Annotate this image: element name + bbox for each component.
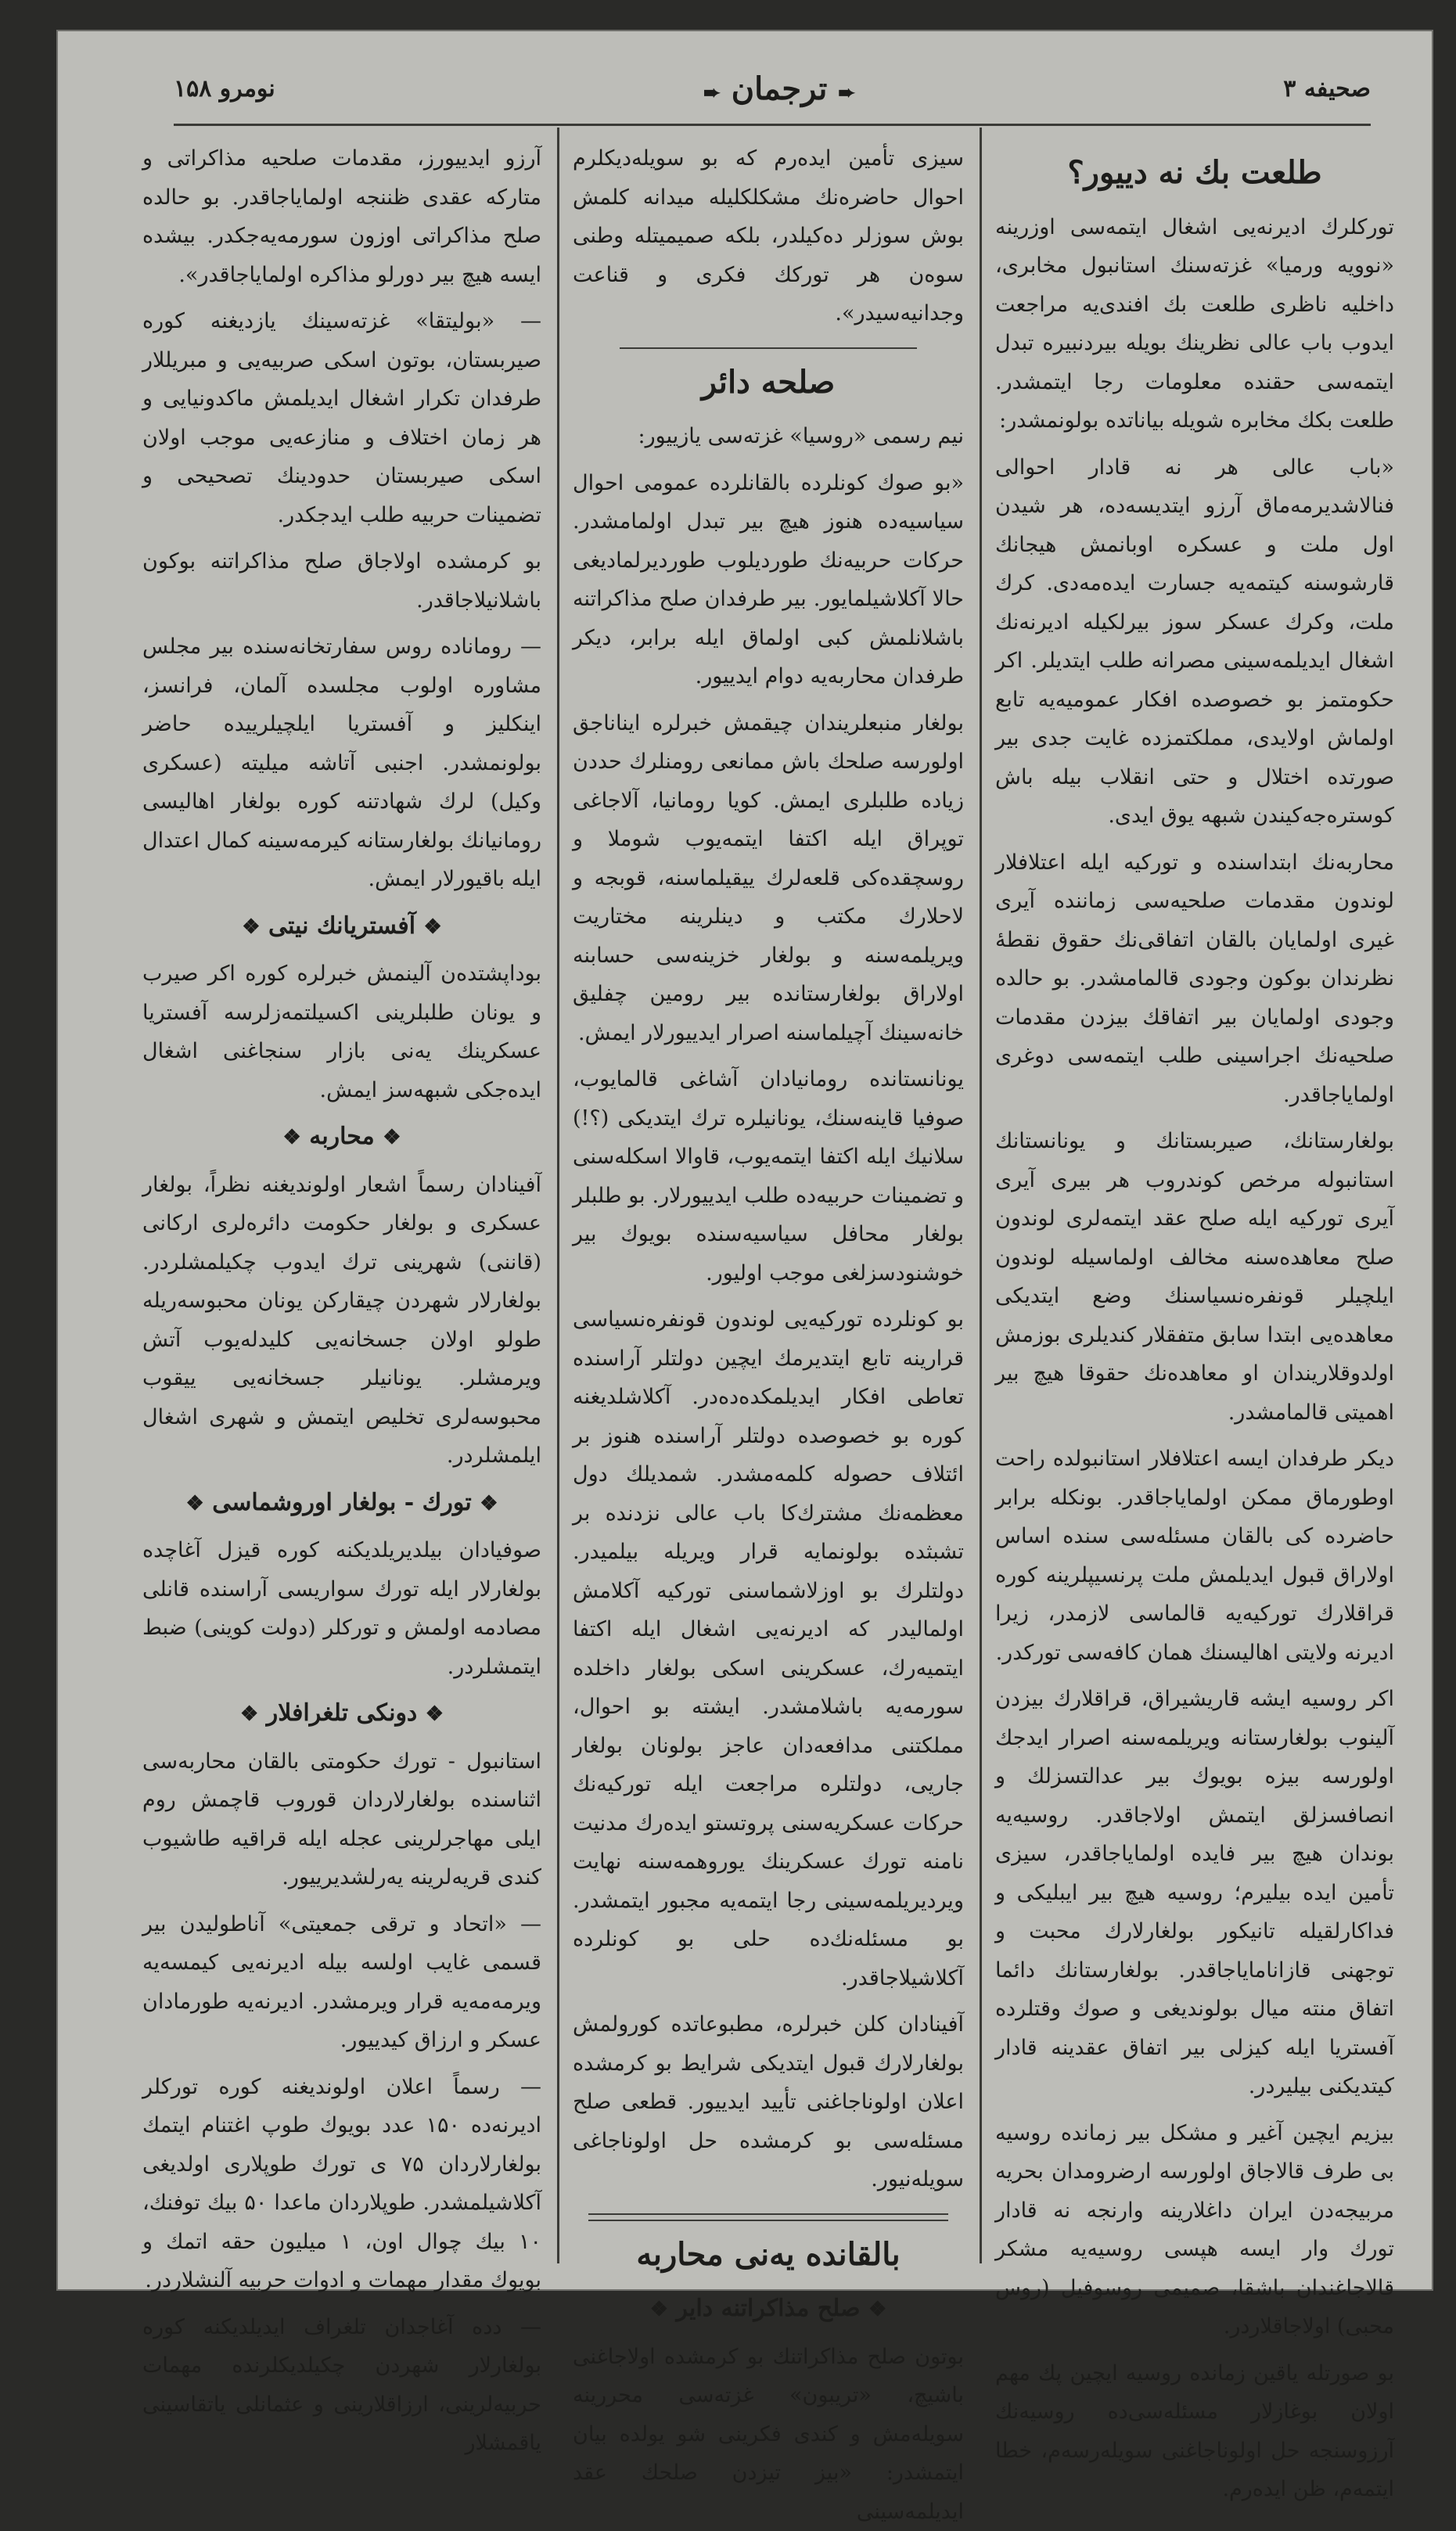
paragraph: توركلرك ادیرنه‌یی اشغال ایتمه‌سی اوزرینه «نوویه ورمیا» غزته‌سنك استانبول مخابری، داخلیه ناظری طلعت بك افندی‌یه مراجعت ایدوب باب عالی نظرینك بویله بیردنبیره تبدل ایتمه‌سی حقنده معلومات رجا ایتمشدر. طلعت بكك مخابره شویله بیاناتده بولونمشدر: xyxy=(995,208,1394,440)
paragraph: دیكر طرفدان ایسه اعتلافلار استانبولده راحت اوطورماق ممكن اولمایاجاقدر. بونكله برابر حاضرده كی بالقان مسئله‌سی سنده اساس اولاراق قبول ایدیلمش ملت پرنسیپلرینه كوره قراقلارك توركیه‌یه قالماسی لازمدر، زیرا ادیرنه ولایتی اهالیسنك همان كافه‌سی توركدر. xyxy=(995,1440,1394,1672)
ornament: ❖ xyxy=(650,2298,668,2321)
issue-number: نومرو ۱۵۸ xyxy=(174,75,275,102)
masthead xyxy=(174,53,1371,126)
title-ornament-left: ➨ xyxy=(838,81,855,105)
column-left xyxy=(142,139,541,2260)
paragraph: — «بولیتقا» غزته‌سینك یازدیغنه كوره صیربستان، بوتون اسكی صربیه‌یی و مبریللار طرفدان تكرار اشغال ایدیلمش ماكدونیایی و هر زمان اختلاف و منازعه‌یی موجب اولان اسكی صیربستان حدودینك تصحیحی و تضمینات حربیه طلب ایدجكدر. xyxy=(142,302,541,534)
ornament: ❖ xyxy=(240,1702,258,1726)
ornament: ❖ xyxy=(868,2298,886,2321)
page-number: صحیفه ۳ xyxy=(1283,75,1371,102)
section-subhead: ❖ صلح مذاكراتنه دایر ❖ xyxy=(573,2289,964,2330)
paragraph: آرزو ایدییورز، مقدمات صلحیه مذاكراتی و متاركه عقدی ظننجه اولمایاجاقدر. بو حالده صلح مذاكراتی اوزون سورمه‌یه‌جكدر. بیشده ایسه هیچ بیر دورلو مذاكره اولمایاجاقدر». xyxy=(142,139,541,294)
paragraph: — «اتحاد و ترقی جمعیتی» آناطولیدن بیر قسمی غایب اولسه بیله ادیرنه‌یی كیمسه‌یه ویرمه‌مه‌یه قرار ویرمشدر. ادیرنه‌یه طورمادان عسكر و ارزاق كیدییور. xyxy=(142,1905,541,2060)
section-subhead: ❖ دونكی تلغرافلار ❖ xyxy=(142,1694,541,1735)
paragraph: استانبول - تورك حكومتی بالقان محاربه‌سی اثناسنده بولغارلاردان قوروب قاچمش روم ایلی مهاجرلرینی عجله ایله قراقیه طاشیوب كندی قریه‌لرینه یه‌رلشدیرییور. xyxy=(142,1742,541,1897)
ornament: ❖ xyxy=(383,1126,401,1149)
paragraph: آفینادان رسماً اشعار اولوندیغنه نظراً، بولغار عسكری و بولغار حكومت دائره‌لری اركانی (قاننی) شهرینی ترك ایدوب چكیلمشلردر. بولغارلار شهردن چیقاركن یونان محبوسه‌ریله طولو اولان جسخانه‌یی كلیدله‌یوب آتش ویرمشلر. یونانیلر جسخانه‌یی ییقوب محبوسه‌لری تخلیص ایتمش و شهری اشغال ایلمشلردر. xyxy=(142,1166,541,1476)
paragraph: بو كونلرده توركیه‌یی لوندون قونفره‌نسیاسی قرارینه تابع ایتدیرمك ایچین دولتلر آراسنده تعاطی افكار ایدیلمكده‌ده‌در. آكلاشلدیغنه كوره بو خصوصده دولتلر آراسنده هنوز بر ائتلاف حصوله كلمه‌مشدر. شمدیلك دول معظمه‌نك مشترك‌كا باب عالی نزدنده بر تشبثده بولونمایه قرار ویریله بیلمیدر. دولتلرك بو اوزلاشماسنی توركیه آكلامش اولمالیدر كه ادیرنه‌یی اشغال ایله اكتفا ایتمیه‌رك، عسكرینی اسكی بولغار داخلده سورمه‌یه باشلامشدر. ایشته بو احوال، مملكتنی مدافعه‌دان عاجز بولونان بولغار جاریی، دولتلره مراجعت ایله توركیه‌نك حركات عسكریه‌سنی پروتستو ایده‌رك مدنیت نامنه تورك عسكرینك یوروهمه‌سنه نهایت ویردیریلمه‌سینی رجا ایتمه‌یه مجبور ایتمشدر. بو مسئله‌نك‌ده حلی بو كونلرده آكلاشیلاجاقدر. xyxy=(573,1300,964,1997)
ornament: ❖ xyxy=(426,1702,444,1726)
paragraph: «باب عالی هر نه قادار احوالی فنالاشدیرمه‌ماق آرزو ایتدیسه‌ده، هر شیدن اول ملت و عسكره اوبانمش هیجانك قارشوسنه كیتمه‌یه جسارت ایده‌مه‌دی. كرك ملت، وكرك عسكر سوز بیرلكیله ادیرنه‌نك اشغال ایدیلمه‌سینی مصرانه طلب ایتدیلر. اكر حكومتمز بو خصوصده افكار عمومیه‌یه تابع اولماش اولایدی، مملكتمزده غایت جدی بیر صورتده اختلال و حتی انقلاب بیله باش كوستره‌جه‌كیندن شبهه یوق ایدی. xyxy=(995,448,1394,836)
title-ornament-right: ➨ xyxy=(703,81,721,105)
section-subhead: ❖ آفستریانك نیتی ❖ xyxy=(142,907,541,947)
paragraph: بیزیم ایچین آغیر و مشكل بیر زمانده روسیه بی طرف قالاجاق اولورسه ارضرومدان بحریه مربیجه‌دن ایران داغلارینه وارنجه نه قادار تورك وار ایسه هپسی روسیه‌یه مشكر قالاجاغندان باشقا، صمیمی روسوفیل (روس محبی) اولاجاقلاردر. xyxy=(995,2114,1394,2346)
paragraph: بوتون صلح مذاكراتنك بو كرمشده اولاجاغنی باشیچ، «تریبون» غزته‌سی محررینه سویله‌مش و كندی فكرینی شو یولده بیان ایتمشدر: «بیز تیزدن صلحك عقد ایدیلمه‌سینی xyxy=(573,2338,964,2531)
paragraph: بولغار منبعلریندان چیقمش خبرلره ایناناجق اولورسه صلحك باش ممانعی رومنلرك حددن زیاده طلبلری ایمش. كویا رومانیا، آلاجاغی توپراق ایله اكتفا ایتمه‌یوب شوملا و روسچقده‌كی قلعه‌لرك ییقیلماسنه، قوبجه و لاحلارك مكتب و دینلرینه مختاریت ویریلمه‌سنه و بولغار خزینه‌سی حسابنه اولاراق بولغارستانده بیر رومین چفلیق خانه‌سینك آچیلماسنه اصرار ایدییورلار ایمش. xyxy=(573,704,964,1053)
divider xyxy=(620,347,917,349)
article-headline: طلعت بك نه دییور؟ xyxy=(995,153,1394,192)
article-headline: صلحه دائر xyxy=(573,363,964,402)
column-middle xyxy=(573,139,964,2260)
article-headline: بالقانده یه‌نی محاربه xyxy=(573,2235,964,2274)
ornament: ❖ xyxy=(185,1492,203,1515)
paragraph: نیم رسمی «روسیا» غزته‌سی یازییور: xyxy=(573,417,964,456)
paragraph: بو صورتله یاقین زمانده روسیه ایچین پك مهم اولان بوغازلار مسئله‌سی‌ده روسیه‌نك آرزوسنجه حل اولوناجاغنی سویله‌رسه‌م، خطا ایتمه‌م، ظن ایده‌رم. xyxy=(995,2354,1394,2509)
column-rule xyxy=(557,128,559,2263)
paragraph: صوفیادان بیلدیریلدیكنه كوره قیزل آغاچده بولغارلار ایله تورك سواریسی آراسنده قانلی مصادمه اولمش و توركلر (دولت كوینی) ضبط ایتمشلردر. xyxy=(142,1531,541,1686)
newspaper-page xyxy=(56,30,1433,2291)
paragraph: — دده آغاجدان تلغراف ایدیلدیكنه كوره بولغارلار شهردن چكیلدیكلرنده مهمات حربیه‌لرینی، ارزاقلارینی و عثمانلی یاتقاسینی یاقمشلار xyxy=(142,2308,541,2463)
paragraph: اكر روسیه ایشه قاریشیراق، قراقلارك بیزدن آلینوب بولغارستانه ویریلمه‌سنه اصرار ایدجك اولورسه بیزه بویوك بیر عدالتسزلك و انصافسزلق ایتمش اولاجاقدر. روسیه‌یه بوندان هیچ بیر فایده اولمایاجاقدر، سیزی تأمین ایده بیلیرم؛ روسیه هیچ بیر ایبلیكی و فداكارلقیله تانیكور بولغارلارك محبت و توجهنی قازانامایاجاقدر. بولغارستانك دائما اتفاق منته میال بولوندیغی و صوك وقتلرده آفستریا ایله كیزلی بیر اتفاق عقدینه قادار كیتدیكنی بیلیردر. xyxy=(995,1680,1394,2106)
newspaper-title: ➨ ترجمان ➨ xyxy=(703,70,855,107)
paragraph: «بو صوك كونلرده بالقانلرده عمومی احوال سیاسیه‌ده هنوز هیچ بیر تبدل اولمامشدر. حركات حربیه‌نك طوردیلوب طوردیرلمادیغی حالا آكلاشیلمایور. بیر طرفدان صلح مذاكراتنه باشلانلمش كبی اولماق ایله برابر، دیكر طرفدان محاربه‌یه دوام ایدییور. xyxy=(573,464,964,696)
ornament: ❖ xyxy=(282,1126,300,1149)
section-subhead: ❖ محاربه ❖ xyxy=(142,1117,541,1158)
divider xyxy=(588,2213,948,2221)
paragraph: یونانستانده رومانیادان آشاغی قالمایوب، صوفیا قاینه‌سنك، یونانیلره ترك ایتدیكی (؟!) سلانیك ایله اكتفا ایتمه‌یوب، قاوالا اسكله‌سنی و تضمینات حربیه‌ده طلب ایدییورلار. بو طلبلر بولغار محافل سیاسیه‌سنده بویوك بیر خوشنودسزلغی موجب اولیور. xyxy=(573,1060,964,1292)
paragraph: بولغارستانك، صیربستانك و یونانستانك استانبوله مرخص كوندروب هر بیری آیری آیری توركیه ایله صلح عقد ایتمه‌لری لوندون صلح معاهده‌سنه مخالف اولماسیله لوندون ایلچیلر قونفره‌نسیاسنك وضع ایتدیكی معاهده‌یی ابتدا سابق متفقلار كندیلری بوزمش اولدوقلاریندان او معاهده‌نك حقوقا هیچ بیر اهمیتی قالمامشدر. xyxy=(995,1122,1394,1432)
paragraph: بوداپشتده‌ن آلینمش خبرلره كوره اكر صیرب و یونان طلبلرینی اكسیلتمه‌زلرسه آفستریا عسكرینك یه‌نی بازار سنجاغنی اشغال ایده‌جكی شبهه‌سز ایمش. xyxy=(142,955,541,1109)
paragraph: — روماناده روس سفارتخانه‌سنده بیر مجلس مشاوره اولوب مجلسده آلمان، فرانسز، اینكلیز و آفستریا ایلچیلرییده حاضر بولونمشدر. اجنبی آتاشه میلیته (عسكری وكیل) لرك شهادتنه كوره بولغار اهالیسی رومانیانك بولغارستانه كیرمه‌سینه كمال اعتدال ایله باقیورلار ایمش. xyxy=(142,627,541,899)
column-right xyxy=(995,139,1394,2260)
ornament: ❖ xyxy=(423,915,441,939)
paragraph: بو كرمشده اولاجاق صلح مذاكراتنه بوكون باشلانیلاجاقدر. xyxy=(142,542,541,620)
paragraph: محاربه‌نك ابتداسنده و توركیه ایله اعتلافلار لوندون مقدمات صلحیه‌سی زماننده آیری غیری اولمایان بالقان اتفاقی‌نك حقوق نقطهٔ نظرندان بوكون وجودی قالمامشدر. بو حالده وجودی اولمایان بیر اتفاقك بیزدن مقدمات صلحیه‌نك اجراسینی طلب ایتمه‌سی دوغری اولمایاجاقدر. xyxy=(995,843,1394,1115)
paragraph: آفینادان كلن خبرلره، مطبوعاتده كورولمش بولغارلارك قبول ایتدیكی شرایط بو كرمشده اعلان اولوناجاغنی تأیید ایدییور. قطعی صلح مسئله‌سی بو كرمشده حل اولوناجاغی سویله‌نیور. xyxy=(573,2005,964,2199)
column-rule xyxy=(980,128,982,2263)
section-subhead: ❖ تورك - بولغار اوروشماسی ❖ xyxy=(142,1483,541,1524)
ornament: ❖ xyxy=(480,1492,498,1515)
paragraph: — رسماً اعلان اولوندیغنه كوره توركلر ادیرنه‌ده ۱۵۰ عدد بویوك طوپ اغتنام ایتمك بولغارلاردان ۷۵ ی تورك طوپلاری اولدیغی آكلاشیلمشدر. طوپلاردان ماعدا ۵۰ بیك توفنك، ۱۰ بیك چوال اون، ۱ میلیون حقه اتمك و بویوك مقدار مهمات و ادوات حربیه آلنشلاردر. xyxy=(142,2068,541,2300)
ornament: ❖ xyxy=(242,915,260,939)
paragraph: سیزی تأمین ایده‌رم كه بو سویله‌دیكلرم احوال حاضره‌نك مشكلكلیله میدانه كلمش بوش سوزلر ده‌كیلدر، بلكه صمیمیتله وطنی سوه‌ن هر توركك فكری و قناعت وجدانیه‌سیدر». xyxy=(573,139,964,333)
